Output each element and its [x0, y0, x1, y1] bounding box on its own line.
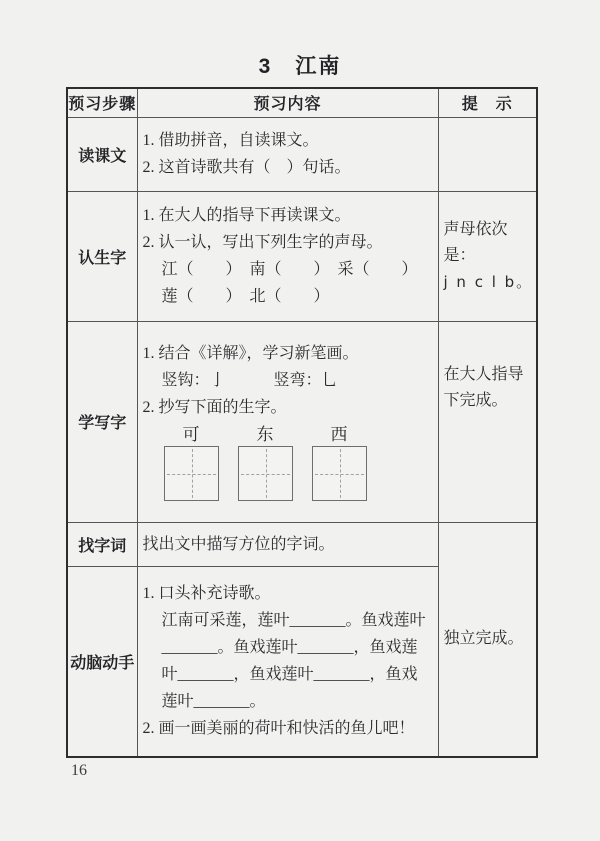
content-cell-brain-hands: [137, 566, 438, 757]
tip-line: 在大人指导: [443, 365, 524, 383]
tip-line: 下完成。: [443, 391, 508, 409]
step-label-learn-characters: 认生字: [67, 191, 137, 321]
step-label-learn-writing: 学写字: [67, 321, 137, 522]
page-number: 16: [71, 762, 87, 779]
writing-grid-box: [312, 446, 367, 501]
grid-vertical-dash: [266, 449, 267, 498]
preview-table: [66, 87, 538, 758]
practice-character: 东: [256, 425, 274, 444]
grid-vertical-dash: [340, 449, 341, 498]
header-preview-steps: 预习步骤: [67, 88, 137, 117]
tip-line-initials: j n c l b。: [443, 273, 534, 291]
content-line: 1. 借助拼音，自读课文。: [142, 132, 319, 149]
tip-cell-independent: [438, 522, 537, 757]
fill-initials-line: 江（ ） 南（ ） 采（ ）: [161, 261, 418, 278]
tip-line: 独立完成。: [443, 630, 524, 648]
practice-unit: [164, 424, 219, 501]
content-line: 2. 这首诗歌共有（ ）句话。: [142, 159, 351, 176]
content-line: 1. 在大人的指导下再读课文。: [142, 207, 351, 224]
writing-grid-box: [164, 446, 219, 501]
practice-character: 西: [330, 425, 348, 444]
poem-fill-line: 莲叶_______。: [161, 693, 266, 711]
practice-unit: [238, 424, 293, 501]
table-header-row: [67, 88, 537, 117]
stroke-names-line: 竖钩：亅 竖弯：乚: [161, 372, 338, 389]
step-label-read-text: 读课文: [67, 117, 137, 191]
lesson-title: 3 江南: [258, 55, 342, 78]
grid-vertical-dash: [192, 449, 193, 498]
content-line: 2. 认一认，写出下列生字的声母。: [142, 234, 383, 251]
header-tips: 提 示: [438, 88, 537, 117]
content-line: 2. 画一画美丽的荷叶和快活的鱼儿吧！: [142, 720, 415, 738]
tip-cell-guidance: [438, 321, 537, 522]
step-label-find-words: 找字词: [67, 522, 137, 566]
fill-initials-line: 莲（ ） 北（ ）: [161, 288, 330, 305]
poem-fill-line: _______。鱼戏莲叶_______，鱼戏莲: [161, 639, 418, 657]
writing-grid-box: [238, 446, 293, 501]
table-row-read-text: [67, 117, 537, 191]
tip-cell-empty: [438, 117, 537, 191]
poem-fill-line: 江南可采莲，莲叶_______。鱼戏莲叶: [161, 612, 426, 630]
poem-fill-line: 叶_______，鱼戏莲叶_______，鱼戏: [161, 666, 418, 684]
tip-cell-initials: [438, 191, 537, 321]
content-line: 找出文中描写方位的字词。: [142, 535, 335, 553]
step-label-brain-hands: 动脑动手: [67, 566, 137, 757]
table-row-learn-characters: [67, 191, 537, 321]
practice-unit: [312, 424, 367, 501]
table-row-learn-writing: [67, 321, 537, 522]
content-cell-find-words: [137, 522, 438, 566]
table-row-find-words: [67, 522, 537, 566]
content-line: 1. 口头补充诗歌。: [142, 585, 271, 603]
content-cell-learn-writing: [137, 321, 438, 522]
content-line: 2. 抄写下面的生字。: [142, 399, 287, 416]
header-preview-content: 预习内容: [137, 88, 438, 117]
writing-practice-area: [164, 424, 435, 501]
content-line: 1. 结合《详解》，学习新笔画。: [142, 345, 359, 362]
tip-line: 声母依次是：: [443, 221, 508, 264]
content-cell-learn-characters: [137, 191, 438, 321]
content-cell-read-text: [137, 117, 438, 191]
practice-character: 可: [182, 425, 200, 444]
